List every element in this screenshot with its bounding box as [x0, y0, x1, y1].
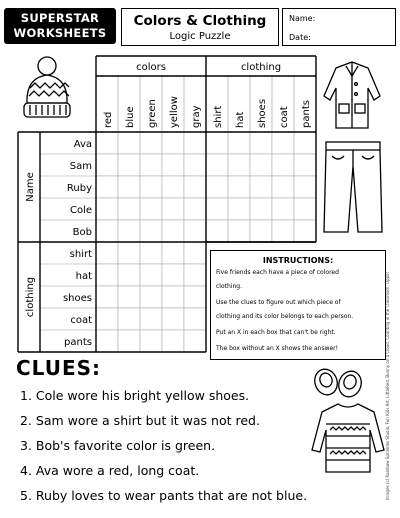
- column-label: shirt: [213, 105, 224, 128]
- name-label: Name:: [289, 14, 316, 23]
- grid-cell[interactable]: [162, 176, 184, 198]
- grid-cell[interactable]: [140, 330, 162, 352]
- grid-cell[interactable]: [294, 132, 316, 154]
- row-label-clothing: hat: [75, 271, 92, 282]
- grid-cell[interactable]: [162, 198, 184, 220]
- instruction-line: clothing and its color belongs to each person.: [216, 313, 354, 320]
- image-credit: Images (c) Rainbow Sprinkles Studio, Fun Kids Art, LittleRed, Bunny on a Cloud, Counting in the Classroom, Oppa!: [385, 271, 390, 500]
- grid-cell[interactable]: [206, 154, 228, 176]
- grid-cell[interactable]: [272, 220, 294, 242]
- grid-cell[interactable]: [96, 264, 118, 286]
- grid-cell[interactable]: [140, 220, 162, 242]
- grid-cell[interactable]: [294, 198, 316, 220]
- grid-cell[interactable]: [140, 242, 162, 264]
- row-label-name: Sam: [69, 161, 92, 172]
- row-label-clothing: shirt: [69, 249, 92, 260]
- grid-cell[interactable]: [184, 330, 206, 352]
- grid-cell[interactable]: [184, 176, 206, 198]
- grid-cell[interactable]: [118, 198, 140, 220]
- grid-cell[interactable]: [162, 154, 184, 176]
- group-label-clothing-rows: clothing: [25, 276, 36, 318]
- grid-cell[interactable]: [162, 264, 184, 286]
- sweater-icon: [312, 404, 384, 472]
- grid-cell[interactable]: [228, 132, 250, 154]
- grid-cell[interactable]: [140, 132, 162, 154]
- column-label: blue: [125, 106, 136, 128]
- grid-cell[interactable]: [250, 220, 272, 242]
- grid-cell[interactable]: [96, 308, 118, 330]
- winter-hat-icon: [24, 57, 70, 117]
- column-label: pants: [301, 100, 312, 128]
- row-label-clothing: coat: [70, 315, 92, 326]
- grid-cell[interactable]: [96, 242, 118, 264]
- grid-cell[interactable]: [184, 242, 206, 264]
- grid-cell[interactable]: [96, 286, 118, 308]
- instructions-heading: INSTRUCTIONS:: [262, 256, 334, 265]
- grid-cell[interactable]: [118, 242, 140, 264]
- grid-cell[interactable]: [162, 242, 184, 264]
- row-label-clothing: pants: [64, 337, 92, 348]
- grid-cell[interactable]: [272, 154, 294, 176]
- instruction-line: Five friends each have a piece of colored: [216, 269, 339, 276]
- group-label-name: Name: [25, 172, 36, 202]
- grid-cell[interactable]: [250, 198, 272, 220]
- clue-4: 4. Ava wore a red, long coat.: [20, 463, 200, 478]
- row-label-clothing: shoes: [62, 293, 92, 304]
- grid-cell[interactable]: [96, 220, 118, 242]
- grid-cell[interactable]: [140, 308, 162, 330]
- column-label: coat: [279, 106, 290, 128]
- grid-cell[interactable]: [206, 132, 228, 154]
- grid-cell[interactable]: [184, 132, 206, 154]
- instruction-line: The box without an X shows the answer!: [216, 345, 339, 352]
- clue-2: 2. Sam wore a shirt but it was not red.: [20, 413, 260, 428]
- grid-cell[interactable]: [272, 198, 294, 220]
- grid-cell[interactable]: [96, 132, 118, 154]
- grid-cell[interactable]: [118, 330, 140, 352]
- grid-cell[interactable]: [162, 132, 184, 154]
- grid-cell[interactable]: [140, 286, 162, 308]
- clues-heading: CLUES:: [16, 356, 102, 380]
- grid-cell[interactable]: [228, 220, 250, 242]
- grid-cell[interactable]: [140, 176, 162, 198]
- column-label: gray: [191, 105, 202, 128]
- column-label: hat: [235, 111, 246, 128]
- grid-cell[interactable]: [294, 220, 316, 242]
- page-subtitle: Logic Puzzle: [169, 31, 231, 42]
- grid-cell[interactable]: [96, 330, 118, 352]
- logo-line2: WORKSHEETS: [13, 26, 107, 40]
- column-label: green: [147, 99, 158, 128]
- row-label-name: Cole: [69, 205, 92, 216]
- pants-icon: [324, 142, 382, 232]
- coat-icon: [324, 62, 380, 128]
- row-label-name: Ava: [73, 139, 92, 150]
- grid-cell[interactable]: [184, 220, 206, 242]
- grid-cell[interactable]: [118, 264, 140, 286]
- grid-cell[interactable]: [118, 308, 140, 330]
- grid-cell[interactable]: [96, 176, 118, 198]
- grid-cell[interactable]: [250, 176, 272, 198]
- grid-cell[interactable]: [96, 198, 118, 220]
- shoes-icon: [311, 366, 365, 400]
- page-title: Colors & Clothing: [133, 13, 267, 29]
- grid-cell[interactable]: [184, 198, 206, 220]
- grid-cell[interactable]: [206, 176, 228, 198]
- row-label-name: Ruby: [66, 183, 92, 194]
- grid-cell[interactable]: [228, 176, 250, 198]
- column-label: shoes: [257, 98, 268, 128]
- grid-cell[interactable]: [140, 154, 162, 176]
- row-label-name: Bob: [72, 227, 92, 238]
- grid-cell[interactable]: [206, 220, 228, 242]
- grid-cell[interactable]: [162, 308, 184, 330]
- grid-cell[interactable]: [118, 132, 140, 154]
- clue-1: 1. Cole wore his bright yellow shoes.: [20, 388, 250, 403]
- grid-cell[interactable]: [272, 132, 294, 154]
- grid-cell[interactable]: [118, 176, 140, 198]
- grid-cell[interactable]: [118, 220, 140, 242]
- logo-line1: SUPERSTAR: [20, 11, 100, 25]
- grid-cell[interactable]: [162, 220, 184, 242]
- grid-cell[interactable]: [272, 176, 294, 198]
- column-label: yellow: [169, 96, 180, 128]
- column-label: red: [103, 111, 114, 128]
- grid-cell[interactable]: [162, 330, 184, 352]
- grid-cell[interactable]: [118, 154, 140, 176]
- grid-cell[interactable]: [184, 264, 206, 286]
- grid-cell[interactable]: [250, 132, 272, 154]
- grid-cell[interactable]: [96, 154, 118, 176]
- grid-cell[interactable]: [118, 286, 140, 308]
- date-label: Date:: [289, 33, 311, 42]
- grid-cell[interactable]: [184, 154, 206, 176]
- grid-cell[interactable]: [184, 308, 206, 330]
- grid-cell[interactable]: [228, 154, 250, 176]
- grid-cell[interactable]: [250, 154, 272, 176]
- instruction-line: Use the clues to figure out which piece of: [216, 299, 341, 306]
- grid-cell[interactable]: [294, 154, 316, 176]
- instruction-line: Put an X in each box that can't be right.: [216, 329, 336, 336]
- clue-3: 3. Bob's favorite color is green.: [20, 438, 216, 453]
- grid-cell[interactable]: [140, 198, 162, 220]
- grid-cell[interactable]: [140, 264, 162, 286]
- clue-5: 5. Ruby loves to wear pants that are not blue.: [20, 488, 308, 503]
- group-label-clothing: clothing: [240, 62, 282, 73]
- instruction-line: clothing.: [216, 283, 242, 290]
- instructions-box: [210, 250, 386, 360]
- grid-cell[interactable]: [184, 286, 206, 308]
- group-label-colors: colors: [136, 62, 166, 73]
- grid-cell[interactable]: [162, 286, 184, 308]
- grid-cell[interactable]: [206, 198, 228, 220]
- grid-cell[interactable]: [294, 176, 316, 198]
- grid-cell[interactable]: [228, 198, 250, 220]
